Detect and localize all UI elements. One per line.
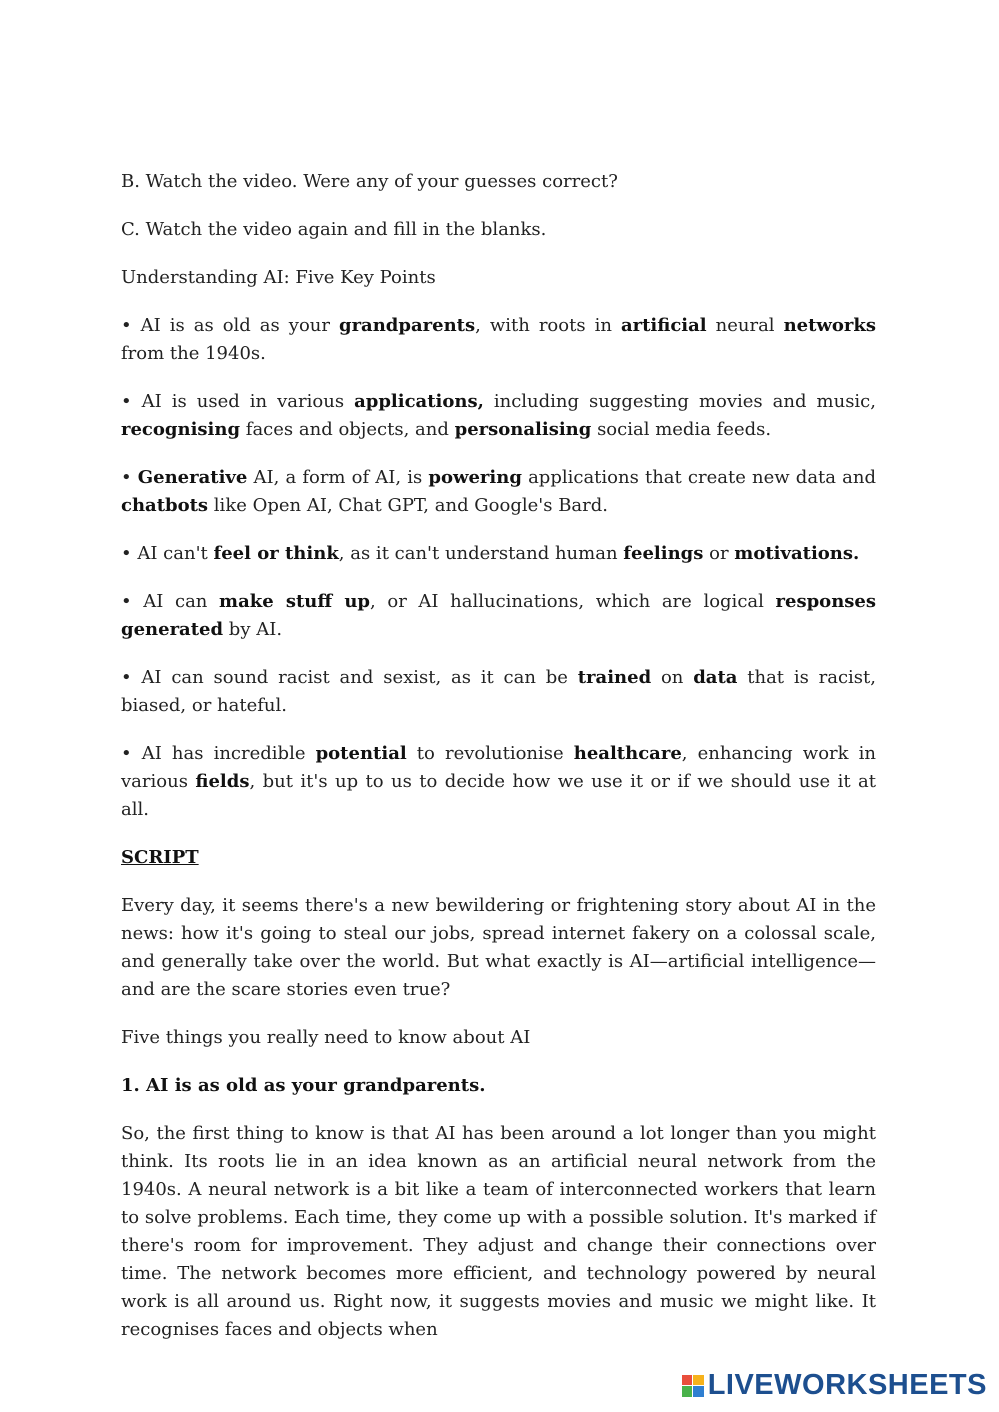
point-1-body: So, the first thing to know is that AI has been around a lot longer than you might think. Its roots lie in an idea known as an artificial neural network from the 1940s. A neural network is a bit like a team of interconnected workers that learn to solve problems. Each time, they come up with a possible solution. It's marked if there's room for improvement. They adjust and change their connections over time. The network becomes more efficient, and technology powered by neural work is all around us. Right now, it suggests movies and music we might like. It recognises faces and objects when	[121, 1123, 876, 1340]
key-term: trained	[577, 667, 652, 688]
key-point-text: •	[121, 467, 138, 488]
key-point-text: , as it can't understand human	[338, 543, 624, 564]
key-point-text: AI, a form of AI, is	[247, 467, 429, 488]
key-point-text: from the 1940s.	[121, 343, 266, 364]
key-point-text: , or AI hallucinations, which are logical	[370, 591, 776, 612]
key-term: chatbots	[121, 495, 209, 516]
key-term: recognising	[121, 419, 241, 440]
key-term: personalising	[454, 419, 592, 440]
key-point-text: that is racist, biased, or hateful.	[121, 667, 876, 716]
key-term: potential	[315, 743, 407, 764]
key-term: artificial	[620, 315, 707, 336]
point-1-title: 1. AI is as old as your grandparents.	[121, 1075, 486, 1096]
key-term: Generative	[137, 467, 248, 488]
instruction-b: B. Watch the video. Were any of your guesses correct?	[121, 171, 618, 192]
key-point-text: • AI can't	[121, 543, 214, 564]
key-term: applications,	[354, 391, 484, 412]
logo-square	[682, 1386, 693, 1397]
instruction-c: C. Watch the video again and fill in the blanks.	[121, 219, 547, 240]
key-points-list	[121, 312, 876, 824]
key-point-text: on	[651, 667, 694, 688]
logo-text: LIVEWORKSHEETS	[707, 1369, 987, 1401]
key-point-text: • AI can	[121, 591, 220, 612]
key-term: motivations.	[734, 543, 860, 564]
logo-square	[682, 1375, 693, 1386]
key-point-text: • AI is as old as your	[121, 315, 339, 336]
key-point-text: including suggesting movies and music,	[483, 391, 876, 412]
liveworksheets-logo-icon	[682, 1375, 704, 1397]
summary-title: Understanding AI: Five Key Points	[121, 267, 436, 288]
key-term: healthcare	[573, 743, 682, 764]
key-point	[121, 588, 876, 644]
key-term: fields	[195, 771, 250, 792]
key-point-text: faces and objects, and	[240, 419, 455, 440]
key-point	[121, 464, 876, 520]
key-point	[121, 664, 876, 720]
key-point-text: • AI has incredible	[121, 743, 316, 764]
key-point-text: • AI is used in various	[121, 391, 355, 412]
liveworksheets-logo[interactable]	[682, 1369, 987, 1402]
key-term: responses generated	[121, 591, 876, 640]
key-point-text: neural	[706, 315, 784, 336]
key-point-text: or	[703, 543, 735, 564]
key-term: feel or think	[213, 543, 339, 564]
key-term: networks	[783, 315, 877, 336]
key-point-text: like Open AI, Chat GPT, and Google's Bard.	[208, 495, 609, 516]
key-term: make stuff up	[219, 591, 370, 612]
key-point-text: , with roots in	[475, 315, 621, 336]
script-heading: SCRIPT	[121, 847, 199, 868]
worksheet-page	[121, 168, 876, 1364]
key-point-text: • AI can sound racist and sexist, as it can be	[121, 667, 578, 688]
key-point-text: , enhancing work in various	[121, 743, 877, 792]
key-point-text: , but it's up to us to decide how we use it or if we should use it at all.	[121, 771, 876, 820]
key-point-text: by AI.	[223, 619, 283, 640]
key-term: grandparents	[338, 315, 476, 336]
key-term: data	[693, 667, 738, 688]
script-intro: Every day, it seems there's a new bewildering or frightening story about AI in the news: how it's going to steal our jobs, spread internet fakery on a colossal scale, and generally take over the world. But what exactly is AI—artificial intelligence—and are the scare stories even true?	[121, 895, 876, 1000]
logo-square	[693, 1375, 704, 1386]
key-term: powering	[428, 467, 522, 488]
key-point-text: applications that create new data and	[521, 467, 876, 488]
key-point	[121, 740, 876, 824]
key-point-text: to revolutionise	[406, 743, 574, 764]
key-point	[121, 540, 876, 568]
key-point-text: social media feeds.	[591, 419, 772, 440]
logo-square	[693, 1386, 704, 1397]
script-subheading: Five things you really need to know about AI	[121, 1027, 531, 1048]
key-term: feelings	[623, 543, 704, 564]
key-point	[121, 388, 876, 444]
key-point	[121, 312, 876, 368]
